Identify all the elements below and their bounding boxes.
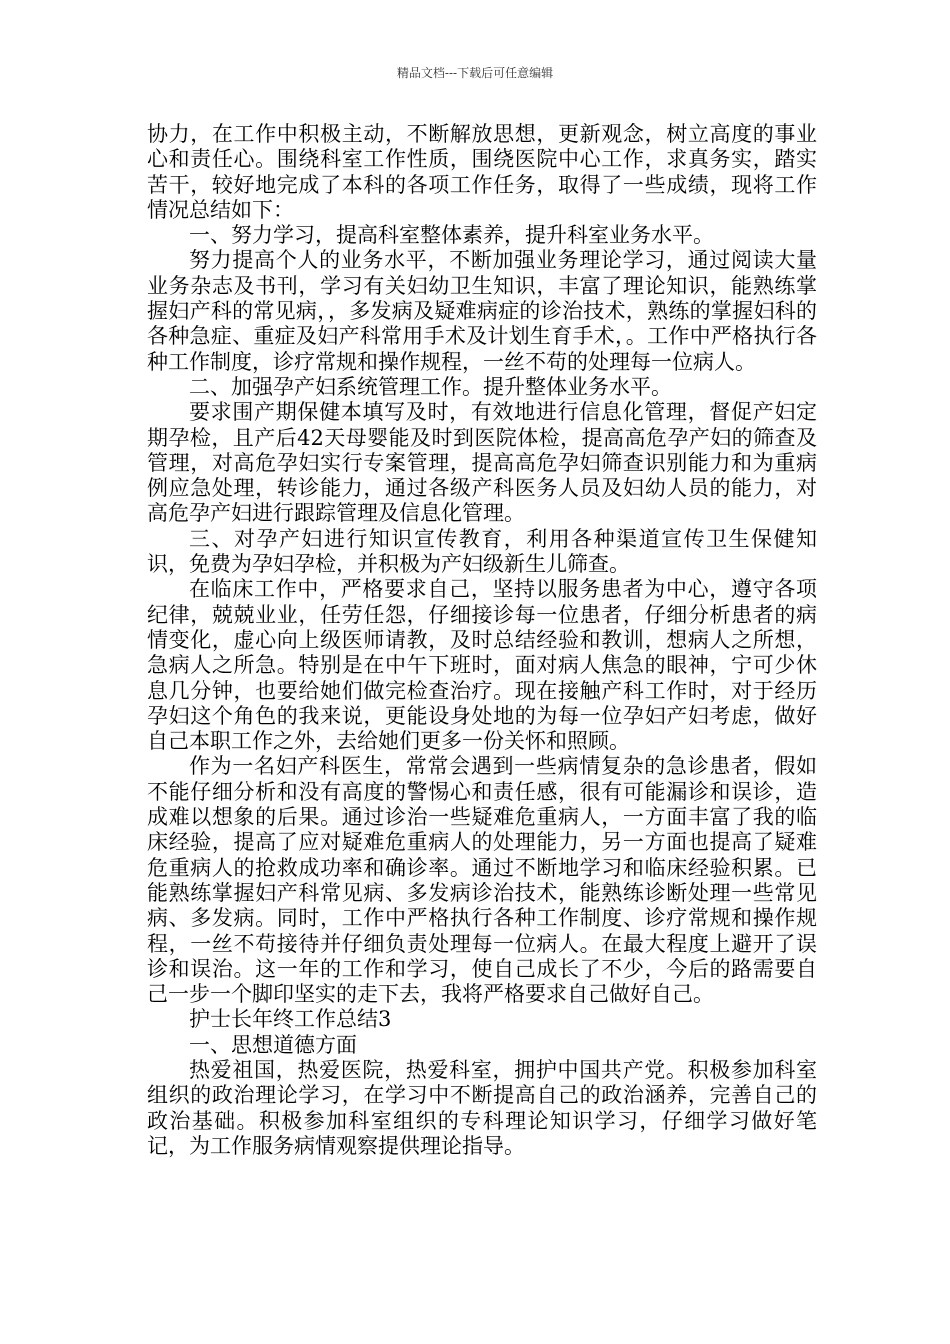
header-text: 精品文档---下载后可任意编辑 xyxy=(396,66,554,80)
paragraph: 在临床工作中，严格要求自己，坚持以服务患者为中心，遵守各项纪律，兢兢业业，任劳任怨，仔细接诊每一位患者，仔细分析患者的病情变化，虚心向上级医师请教，及时总结经验和教训，想病人之所想，急病人之所急。特别是在中午下班时，面对病人焦急的眼神，宁可少休息几分钟，也要给她们做完检查治疗。现在接触产科工作时，对于经历孕妇这个角色的我来说，更能设身处地的为每一位孕妇产妇考虑，做好自己本职工作之外，去给她们更多一份关怀和照顾。 xyxy=(147,577,817,754)
section-heading: 一、努力学习，提高科室整体素养，提升科室业务水平。 xyxy=(189,223,714,248)
page-header xyxy=(0,65,950,81)
section-heading: 一、思想道德方面 xyxy=(189,1032,357,1057)
section-heading: 二、加强孕产妇系统管理工作。提升整体业务水平。 xyxy=(189,374,672,399)
document-body xyxy=(147,122,817,1159)
paragraph: 要求围产期保健本填写及时，有效地进行信息化管理，督促产妇定期孕检，且产后42天母婴能及时到医院体检，提高高危孕产妇的筛查及管理，对高危孕妇实行专案管理，提高高危孕妇筛查识别能力和为重病例应急处理，转诊能力，通过各级产科医务人员及妇幼人员的能力，对高危孕产妇进行跟踪管理及信息化管理。 xyxy=(147,400,817,526)
paragraph: 努力提高个人的业务水平，不断加强业务理论学习，通过阅读大量业务杂志及书刊，学习有关妇幼卫生知识，丰富了理论知识，能熟练掌握妇产科的常见病，，多发病及疑难病症的诊治技术，熟练的掌握妇科的各种急症、重症及妇产科常用手术及计划生育手术，。工作中严格执行各种工作制度，诊疗常规和操作规程，一丝不苟的处理每一位病人。 xyxy=(147,248,817,374)
paragraph: 协力，在工作中积极主动，不断解放思想，更新观念，树立高度的事业心和责任心。围绕科室工作性质，围绕医院中心工作，求真务实，踏实苦干，较好地完成了本科的各项工作任务，取得了一些成绩，现将工作情况总结如下： xyxy=(147,122,817,222)
document-title: 护士长年终工作总结3 xyxy=(189,1007,392,1032)
paragraph: 作为一名妇产科医生，常常会遇到一些病情复杂的急诊患者，假如不能仔细分析和没有高度的警惕心和责任感，很有可能漏诊和误诊，造成难以想象的后果。通过诊治一些疑难危重病人，一方面丰富了我的临床经验，提高了应对疑难危重病人的处理能力，另一方面也提高了疑难危重病人的抢救成功率和确诊率。通过不断地学习和临床经验积累。已能熟练掌握妇产科常见病、多发病诊治技术，能熟练诊断处理一些常见病、多发病。同时，工作中严格执行各种工作制度、诊疗常规和操作规程，一丝不苟接待并仔细负责处理每一位病人。在最大程度上避开了误诊和误治。这一年的工作和学习，使自己成长了不少，今后的路需要自己一步一个脚印坚实的走下去，我将严格要求自己做好自己。 xyxy=(147,754,817,1007)
section-heading: 三、对孕产妇进行知识宣传教育，利用各种渠道宣传卫生保健知识，免费为孕妇孕检，并积极为产妇级新生儿筛查。 xyxy=(147,526,817,577)
paragraph: 热爱祖国，热爱医院，热爱科室，拥护中国共产党。积极参加科室组织的政治理论学习，在学习中不断提高自己的政治涵养，完善自己的政治基础。积极参加科室组织的专科理论知识学习，仔细学习做好笔记，为工作服务病情观察提供理论指导。 xyxy=(147,1057,817,1158)
